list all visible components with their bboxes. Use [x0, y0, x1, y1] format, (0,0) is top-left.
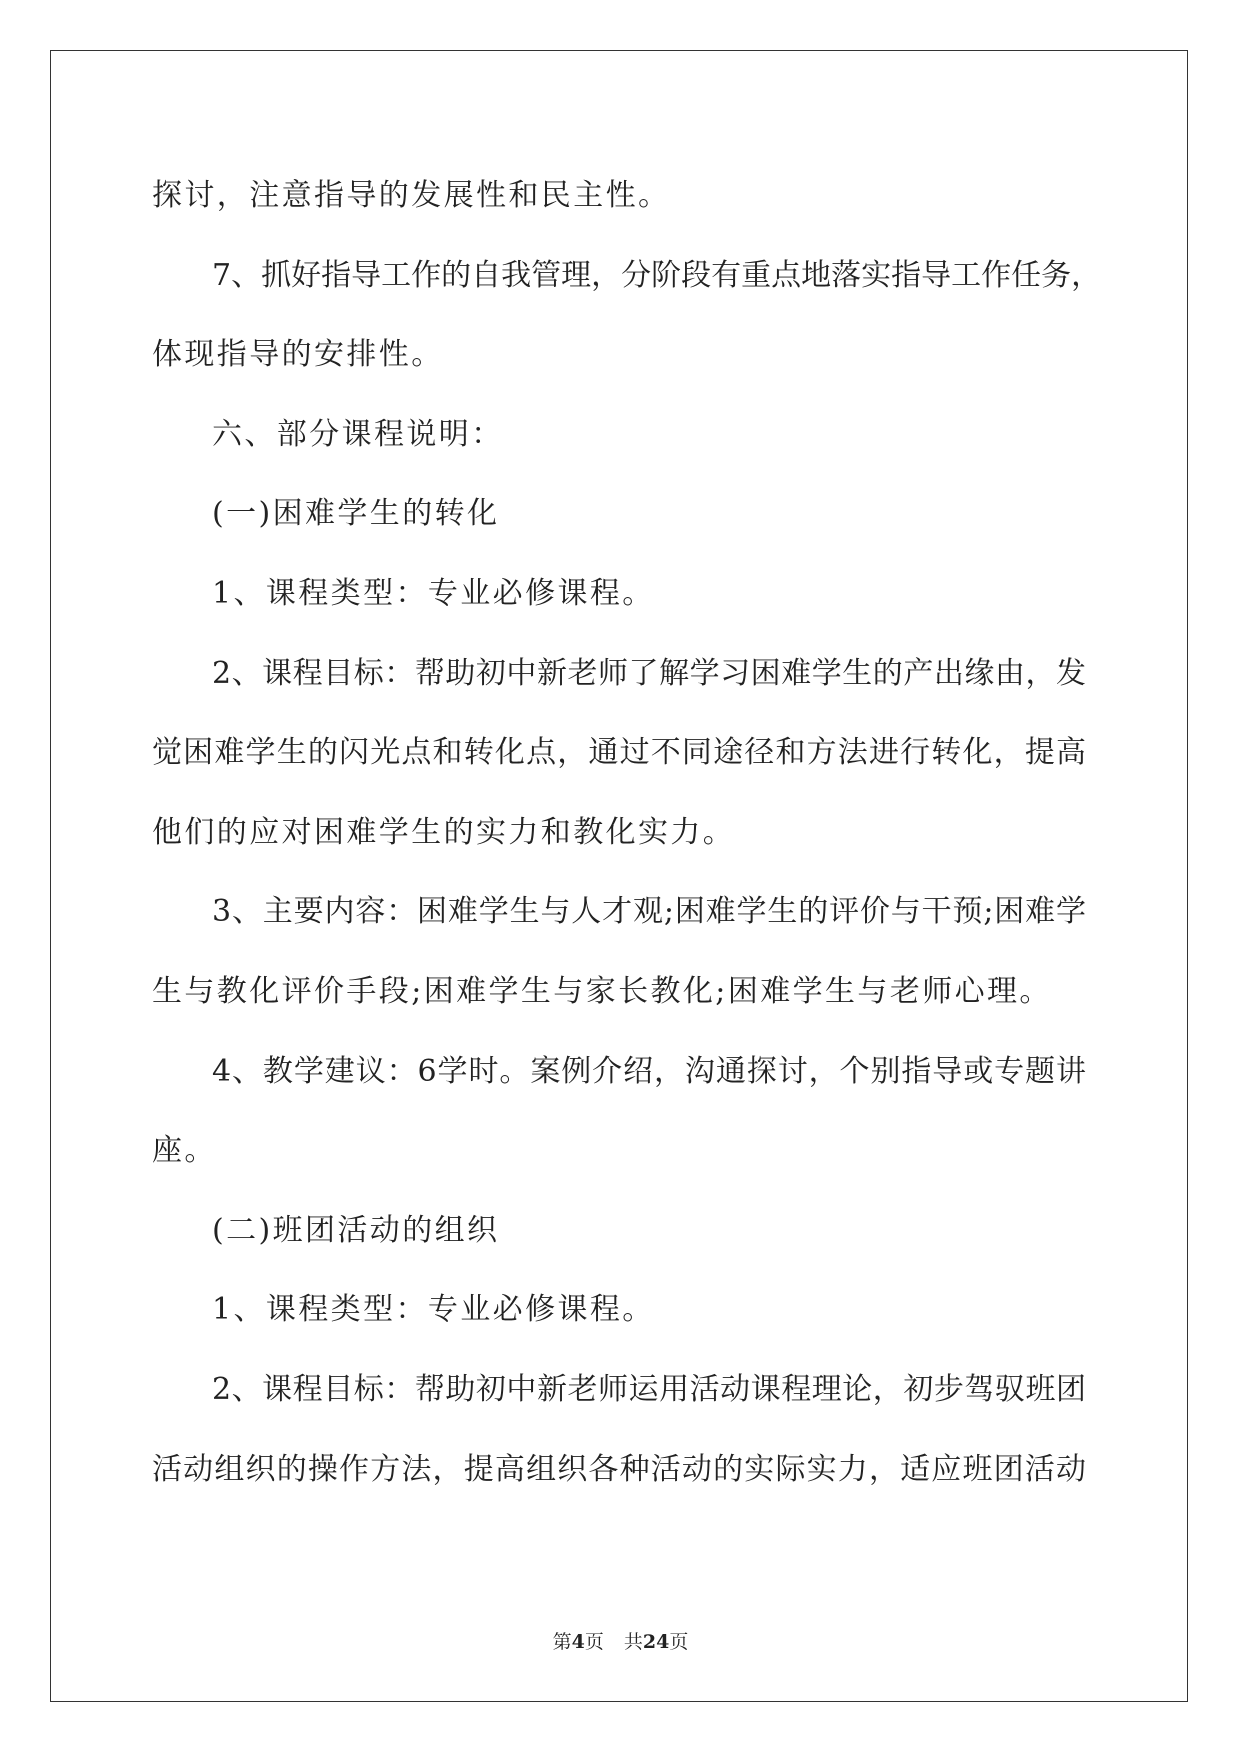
- page-number: 4: [571, 1631, 585, 1653]
- text-line: 4、教学建议：6学时。案例介绍，沟通探讨，个别指导或专题讲: [212, 1053, 1086, 1089]
- text-line: 2、课程目标：帮助初中新老师了解学习困难学生的产出缘由，发: [212, 655, 1086, 691]
- text-line: 体现指导的安排性。: [152, 337, 444, 373]
- text-line: 7、抓好指导工作的自我管理，分阶段有重点地落实指导工作任务，: [212, 257, 1102, 293]
- total-suffix: 页: [669, 1631, 689, 1653]
- text-line: 活动组织的操作方法，提高组织各种活动的实际实力，适应班团活动: [152, 1451, 1086, 1487]
- text-line: 他们的应对困难学生的实力和教化实力。: [152, 814, 736, 850]
- text-line: 探讨，注意指导的发展性和民主性。: [152, 178, 671, 213]
- total-pages: 24: [642, 1631, 670, 1653]
- text-line: 觉困难学生的闪光点和转化点，通过不同途径和方法进行转化，提高: [152, 735, 1086, 771]
- text-line: 生与教化评价手段;困难学生与家长教化;困难学生与老师心理。: [152, 973, 1052, 1009]
- text-line: 1、课程类型：专业必修课程。: [212, 575, 655, 611]
- page-suffix: 页: [584, 1631, 604, 1653]
- page-prefix: 第: [552, 1631, 572, 1653]
- subsection-heading: (一)困难学生的转化: [212, 496, 500, 532]
- section-heading: 六、部分课程说明：: [212, 416, 504, 452]
- text-line: 1、课程类型：专业必修课程。: [212, 1292, 655, 1328]
- text-line: 座。: [152, 1133, 217, 1169]
- text-line: 2、课程目标：帮助初中新老师运用活动课程理论，初步驾驭班团: [212, 1371, 1086, 1407]
- text-line: 3、主要内容：困难学生与人才观;困难学生的评价与干预;困难学: [212, 894, 1086, 930]
- document-body: [152, 156, 1102, 1509]
- total-prefix: 共: [623, 1631, 643, 1653]
- page-footer: [0, 1630, 1241, 1654]
- subsection-heading: (二)班团活动的组织: [212, 1212, 500, 1248]
